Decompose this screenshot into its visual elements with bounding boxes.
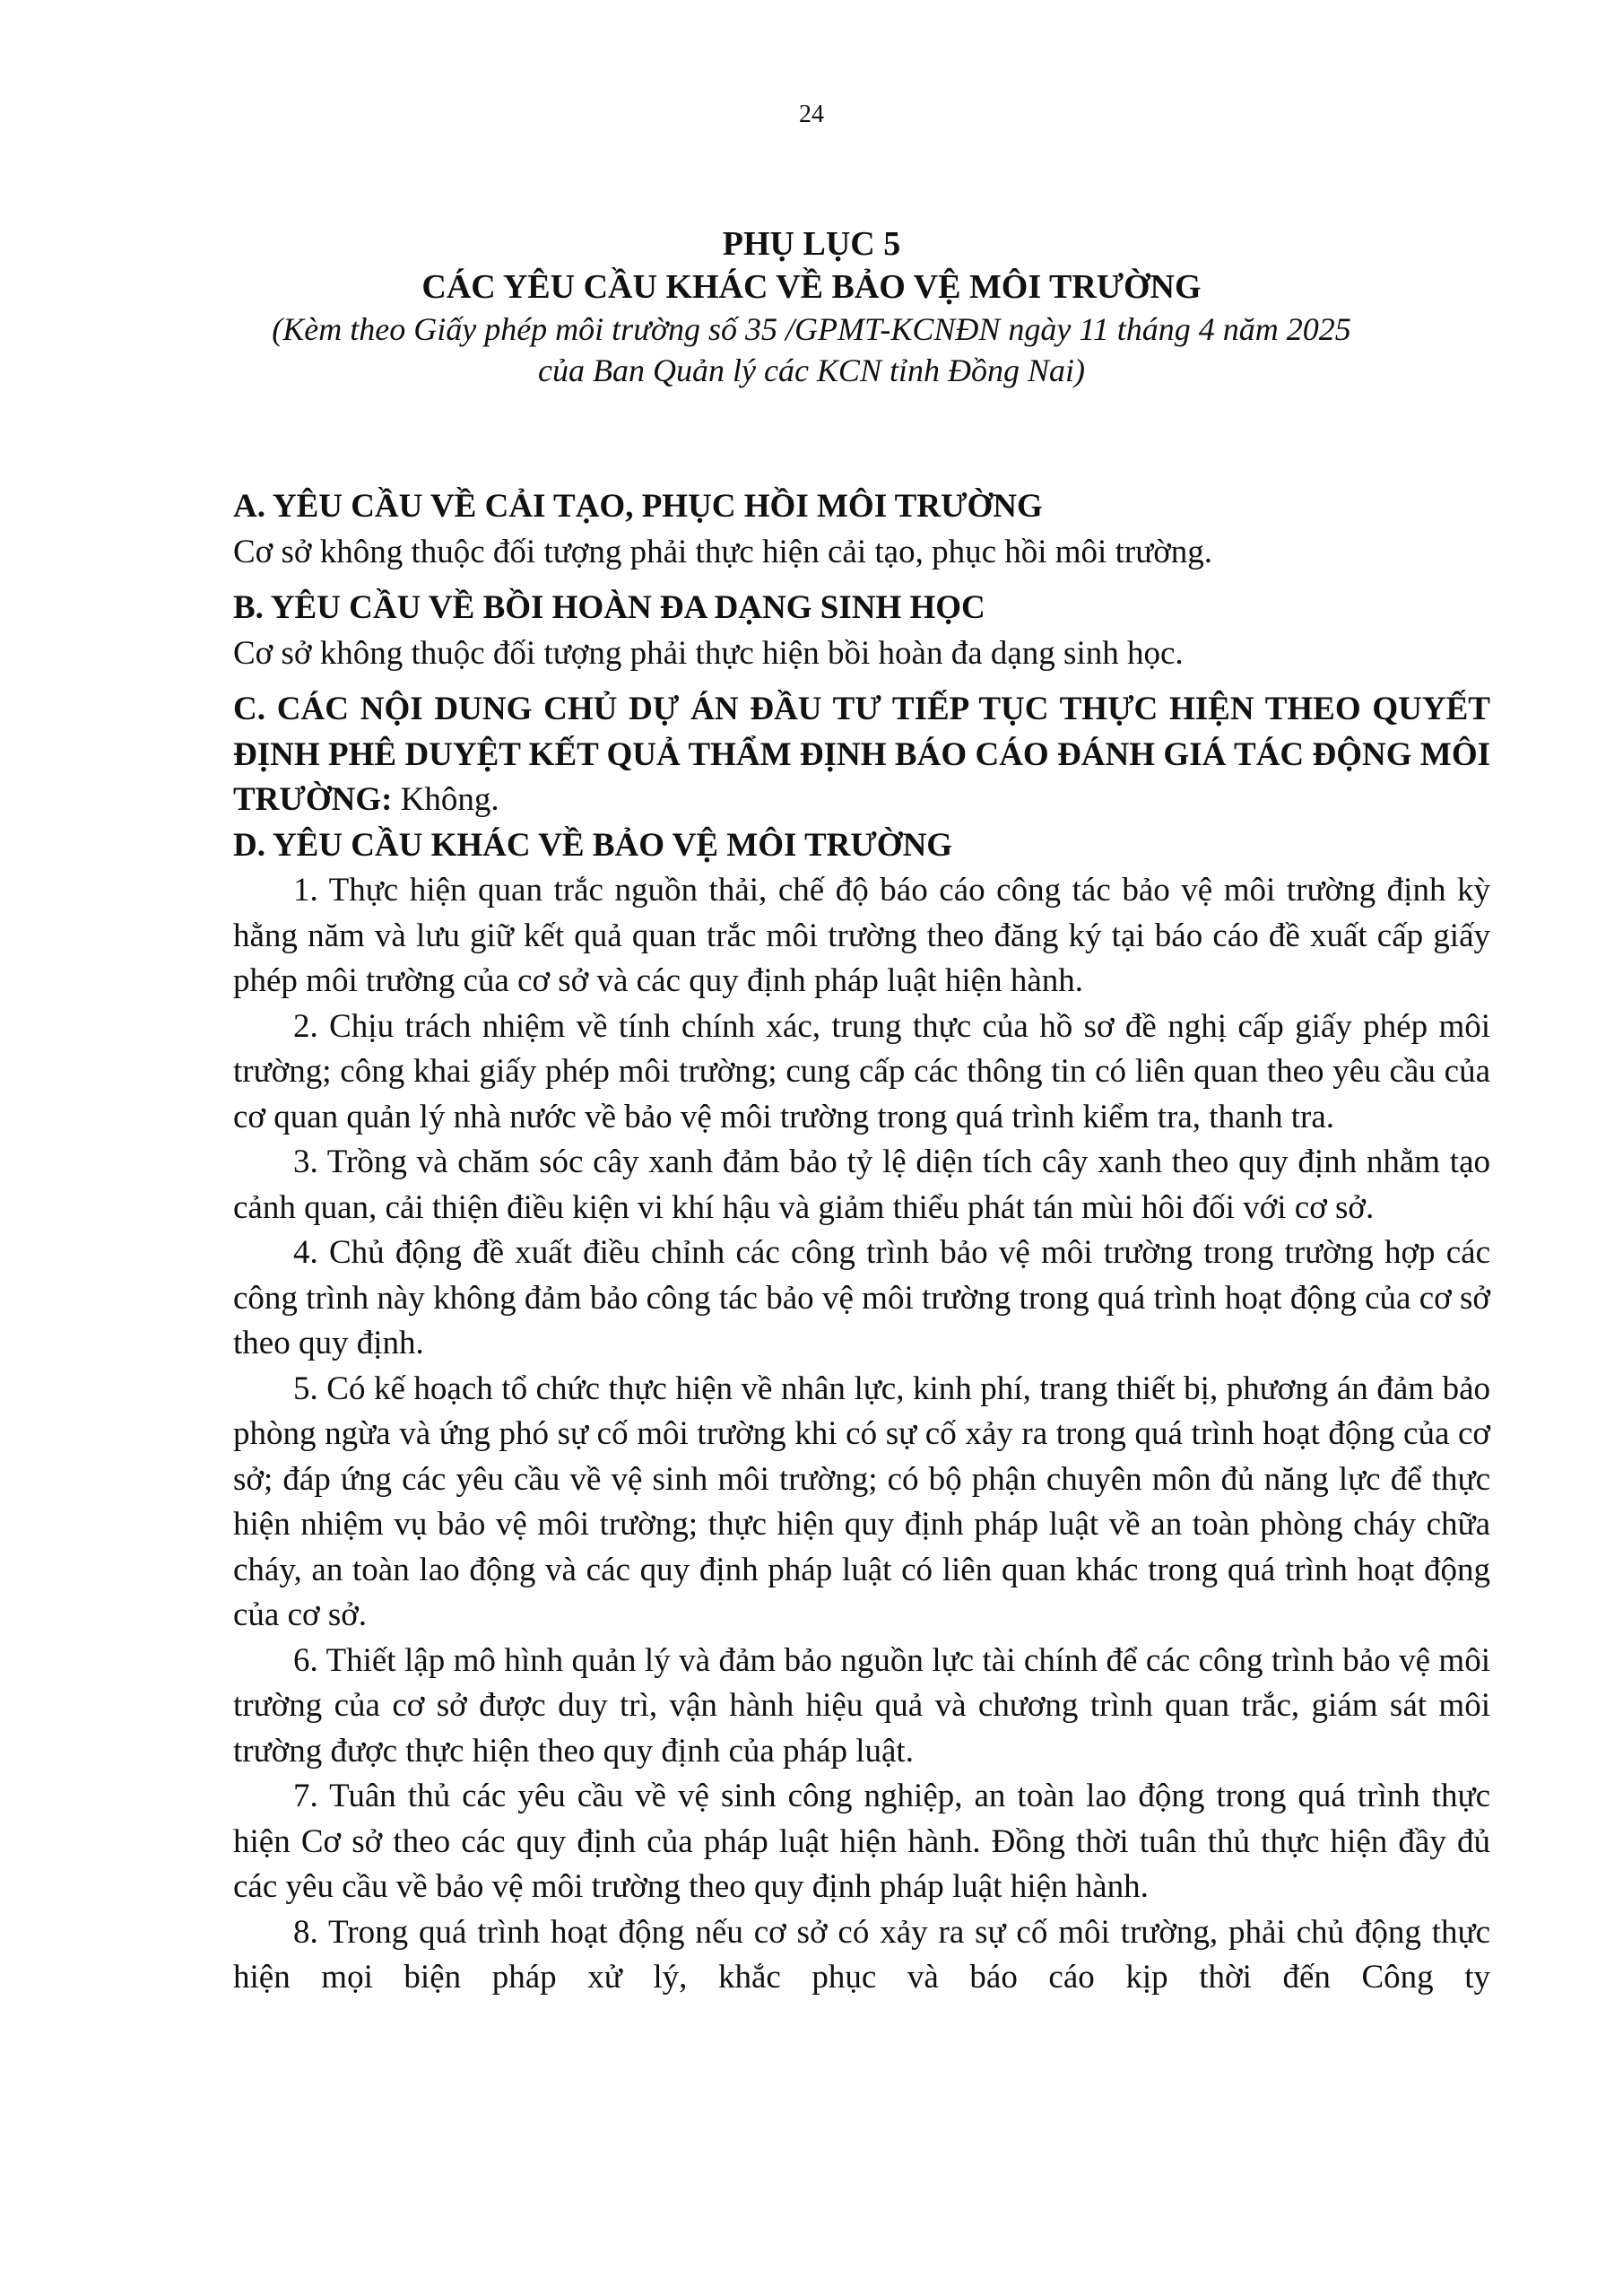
requirement-item: 1. Thực hiện quan trắc nguồn thải, chế độ báo cáo công tác bảo vệ môi trường định kỳ hằng năm và lưu giữ kết quả quan trắc môi trường theo đăng ký tại báo cáo đề xuất cấp giấy phép môi trường của cơ sở và các quy định pháp luật hiện hành. [233,872,1490,999]
page-number: 24 [799,100,824,128]
attachment-reference: (Kèm theo Giấy phép môi trường số 35 /GPMT-KCNĐN ngày 11 tháng 4 năm 2025 [272,311,1351,347]
requirement-item: 3. Trồng và chăm sóc cây xanh đảm bảo tỷ lệ diện tích cây xanh theo quy định nhằm tạo cảnh quan, cải thiện điều kiện vi khí hậu và giảm thiểu phát tán mùi hôi đối với cơ sở. [233,1144,1490,1226]
appendix-label: PHỤ LỤC 5 [722,225,901,263]
issuer-reference: của Ban Quản lý các KCN tỉnh Đồng Nai) [538,352,1085,388]
document-header [135,222,1488,391]
section-b-heading: B. YÊU CẦU VỀ BỒI HOÀN ĐA DẠNG SINH HỌC [233,589,985,626]
section-c-value: Không. [392,781,499,818]
requirement-item: 5. Có kế hoạch tổ chức thực hiện về nhân lực, kinh phí, trang thiết bị, phương án đảm bảo phòng ngừa và ứng phó sự cố môi trường khi có sự cố xảy ra trong quá trình hoạt động của cơ sở; đáp ứng các yêu cầu về vệ sinh môi trường; có bộ phận chuyên môn đủ năng lực để thực hiện nhiệm vụ bảo vệ môi trường; thực hiện quy định pháp luật về an toàn phòng cháy chữa cháy, an toàn lao động và các quy định pháp luật có liên quan khác trong quá trình hoạt động của cơ sở. [233,1370,1490,1633]
requirement-item: 7. Tuân thủ các yêu cầu về vệ sinh công nghiệp, an toàn lao động trong quá trình thực hiện Cơ sở theo các quy định của pháp luật hiện hành. Đồng thời tuân thủ thực hiện đầy đủ các yêu cầu về bảo vệ môi trường theo quy định pháp luật hiện hành. [233,1778,1490,1905]
requirement-item: 4. Chủ động đề xuất điều chỉnh các công trình bảo vệ môi trường trong trường hợp các công trình này không đảm bảo công tác bảo vệ môi trường trong quá trình hoạt động của cơ sở theo quy định. [233,1234,1490,1361]
document-body [233,484,1490,2001]
section-a-text: Cơ sở không thuộc đối tượng phải thực hiện cải tạo, phục hồi môi trường. [233,533,1213,570]
section-a-heading: A. YÊU CẦU VỀ CẢI TẠO, PHỤC HỒI MÔI TRƯỜNG [233,488,1043,525]
section-b-text: Cơ sở không thuộc đối tượng phải thực hiện bồi hoàn đa dạng sinh học. [233,634,1184,672]
section-c-title: C. CÁC NỘI DUNG CHỦ DỰ ÁN ĐẦU TƯ TIẾP TỤC THỰC HIỆN THEO QUYẾT ĐỊNH PHÊ DUYỆT KẾT QUẢ THẨM ĐỊNH BÁO CÁO ĐÁNH GIÁ TÁC ĐỘNG MÔI TRƯỜNG: [233,691,1490,818]
requirement-item: 8. Trong quá trình hoạt động nếu cơ sở có xảy ra sự cố môi trường, phải chủ động thực hiện mọi biện pháp xử lý, khắc phục và báo cáo kịp thời đến Công ty [233,1913,1490,1996]
requirement-item: 2. Chịu trách nhiệm về tính chính xác, trung thực của hồ sơ đề nghị cấp giấy phép môi trường; công khai giấy phép môi trường; cung cấp các thông tin có liên quan theo yêu cầu của cơ quan quản lý nhà nước về bảo vệ môi trường trong quá trình kiểm tra, thanh tra. [233,1007,1490,1135]
section-d-heading: D. YÊU CẦU KHÁC VỀ BẢO VỆ MÔI TRƯỜNG [233,826,953,864]
appendix-title: CÁC YÊU CẦU KHÁC VỀ BẢO VỆ MÔI TRƯỜNG [421,268,1202,306]
section-c-heading [233,687,1490,823]
requirement-item: 6. Thiết lập mô hình quản lý và đảm bảo nguồn lực tài chính để các công trình bảo vệ môi trường của cơ sở được duy trì, vận hành hiệu quả và chương trình quan trắc, giám sát môi trường được thực hiện theo quy định của pháp luật. [233,1641,1490,1770]
